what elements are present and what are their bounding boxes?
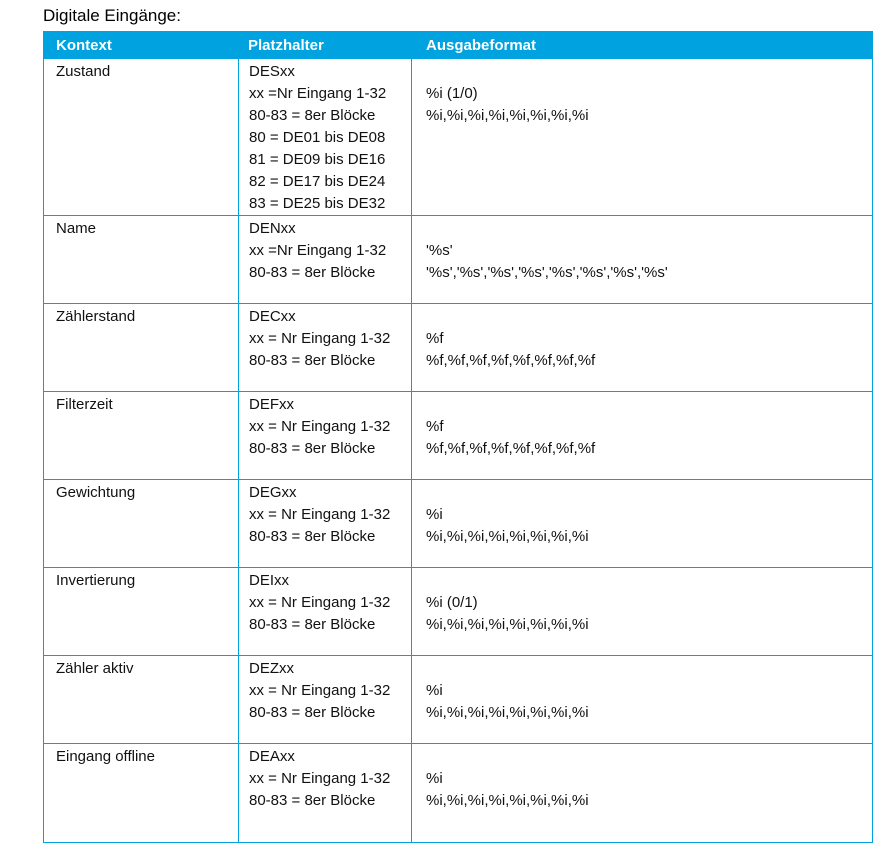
platzhalter-line: DEAxx (249, 748, 295, 765)
ausgabeformat-line: %f (426, 330, 444, 347)
ausgabeformat-cell (411, 656, 872, 743)
platzhalter-cell (238, 480, 411, 567)
ausgabeformat-line: %i,%i,%i,%i,%i,%i,%i,%i (426, 792, 589, 809)
page-title: Digitale Eingänge: (43, 6, 181, 25)
ausgabeformat-line (426, 306, 872, 328)
ausgabeformat-cell (411, 744, 872, 842)
platzhalter-cell (238, 568, 411, 655)
platzhalter-line: xx = Nr Eingang 1-32 (249, 594, 391, 611)
platzhalter-cell (238, 392, 411, 479)
ausgabeformat-cell (411, 392, 872, 479)
platzhalter-line: DENxx (249, 220, 296, 237)
table-body (44, 58, 872, 842)
ausgabeformat-cell (411, 304, 872, 391)
ausgabeformat-cell (411, 59, 872, 215)
platzhalter-cell (238, 744, 411, 842)
kontext-cell (44, 304, 238, 391)
kontext-cell (44, 656, 238, 743)
platzhalter-line: 80-83 = 8er Blöcke (249, 264, 376, 281)
platzhalter-cell (238, 304, 411, 391)
platzhalter-line: xx =Nr Eingang 1-32 (249, 85, 387, 102)
ausgabeformat-line (426, 658, 872, 680)
platzhalter-line: DECxx (249, 308, 296, 325)
kontext-label: Zustand (56, 63, 111, 80)
kontext-label: Gewichtung (56, 484, 136, 501)
header-platzhalter: Platzhalter (248, 36, 324, 54)
table-row (44, 567, 872, 655)
ausgabeformat-line: %i (426, 506, 443, 523)
table-row (44, 743, 872, 842)
platzhalter-cell (238, 216, 411, 303)
platzhalter-line: 82 = DE17 bis DE24 (249, 173, 386, 190)
kontext-label: Zähler aktiv (56, 660, 134, 677)
header-ausgabeformat: Ausgabeformat (426, 36, 537, 54)
platzhalter-line: 80-83 = 8er Blöcke (249, 107, 376, 124)
ausgabeformat-line (426, 570, 872, 592)
platzhalter-line: DEIxx (249, 572, 290, 589)
table-row (44, 391, 872, 479)
platzhalter-line: 80-83 = 8er Blöcke (249, 792, 376, 809)
platzhalter-line: 80 = DE01 bis DE08 (249, 129, 386, 146)
table-row (44, 655, 872, 743)
platzhalter-line: 80-83 = 8er Blöcke (249, 616, 376, 633)
ausgabeformat-line: %i (1/0) (426, 85, 478, 102)
platzhalter-line: DEGxx (249, 484, 297, 501)
ausgabeformat-cell (411, 568, 872, 655)
kontext-cell (44, 480, 238, 567)
kontext-cell (44, 744, 238, 842)
digital-inputs-table (43, 31, 873, 843)
header-kontext: Kontext (56, 36, 112, 54)
ausgabeformat-line: %i (426, 770, 443, 787)
table-row (44, 303, 872, 391)
kontext-label: Zählerstand (56, 308, 136, 325)
ausgabeformat-line (426, 746, 872, 768)
kontext-cell (44, 392, 238, 479)
table-row (44, 58, 872, 215)
kontext-label: Eingang offline (56, 748, 155, 765)
kontext-label: Filterzeit (56, 396, 113, 413)
platzhalter-line: 80-83 = 8er Blöcke (249, 352, 376, 369)
platzhalter-line: DESxx (249, 63, 295, 80)
ausgabeformat-line (426, 394, 872, 416)
ausgabeformat-line (426, 61, 872, 83)
platzhalter-line: 81 = DE09 bis DE16 (249, 151, 386, 168)
ausgabeformat-line: '%s','%s','%s','%s','%s','%s','%s','%s' (426, 264, 668, 281)
ausgabeformat-line (426, 482, 872, 504)
platzhalter-cell (238, 59, 411, 215)
platzhalter-line: xx = Nr Eingang 1-32 (249, 330, 391, 347)
platzhalter-line: 80-83 = 8er Blöcke (249, 704, 376, 721)
platzhalter-line: xx = Nr Eingang 1-32 (249, 418, 391, 435)
table-row (44, 479, 872, 567)
ausgabeformat-cell (411, 216, 872, 303)
platzhalter-line: xx = Nr Eingang 1-32 (249, 682, 391, 699)
ausgabeformat-line: %i,%i,%i,%i,%i,%i,%i,%i (426, 528, 589, 545)
kontext-cell (44, 568, 238, 655)
platzhalter-line: xx = Nr Eingang 1-32 (249, 506, 391, 523)
platzhalter-line: xx =Nr Eingang 1-32 (249, 242, 387, 259)
ausgabeformat-line: %f,%f,%f,%f,%f,%f,%f,%f (426, 440, 596, 457)
ausgabeformat-cell (411, 480, 872, 567)
platzhalter-line: DEZxx (249, 660, 294, 677)
platzhalter-line: xx = Nr Eingang 1-32 (249, 770, 391, 787)
kontext-label: Invertierung (56, 572, 136, 589)
ausgabeformat-line: %f (426, 418, 444, 435)
platzhalter-line: 83 = DE25 bis DE32 (249, 195, 386, 212)
ausgabeformat-line: %i,%i,%i,%i,%i,%i,%i,%i (426, 107, 589, 124)
table-row (44, 215, 872, 303)
ausgabeformat-line (426, 218, 872, 240)
ausgabeformat-line: %i (0/1) (426, 594, 478, 611)
ausgabeformat-line: %i (426, 682, 443, 699)
ausgabeformat-line: '%s' (426, 242, 453, 259)
kontext-label: Name (56, 220, 97, 237)
platzhalter-cell (238, 656, 411, 743)
table-header-row (44, 32, 872, 58)
platzhalter-line: 80-83 = 8er Blöcke (249, 440, 376, 457)
kontext-cell (44, 59, 238, 215)
ausgabeformat-line: %i,%i,%i,%i,%i,%i,%i,%i (426, 704, 589, 721)
platzhalter-line: DEFxx (249, 396, 294, 413)
kontext-cell (44, 216, 238, 303)
ausgabeformat-line: %f,%f,%f,%f,%f,%f,%f,%f (426, 352, 596, 369)
platzhalter-line: 80-83 = 8er Blöcke (249, 528, 376, 545)
ausgabeformat-line: %i,%i,%i,%i,%i,%i,%i,%i (426, 616, 589, 633)
